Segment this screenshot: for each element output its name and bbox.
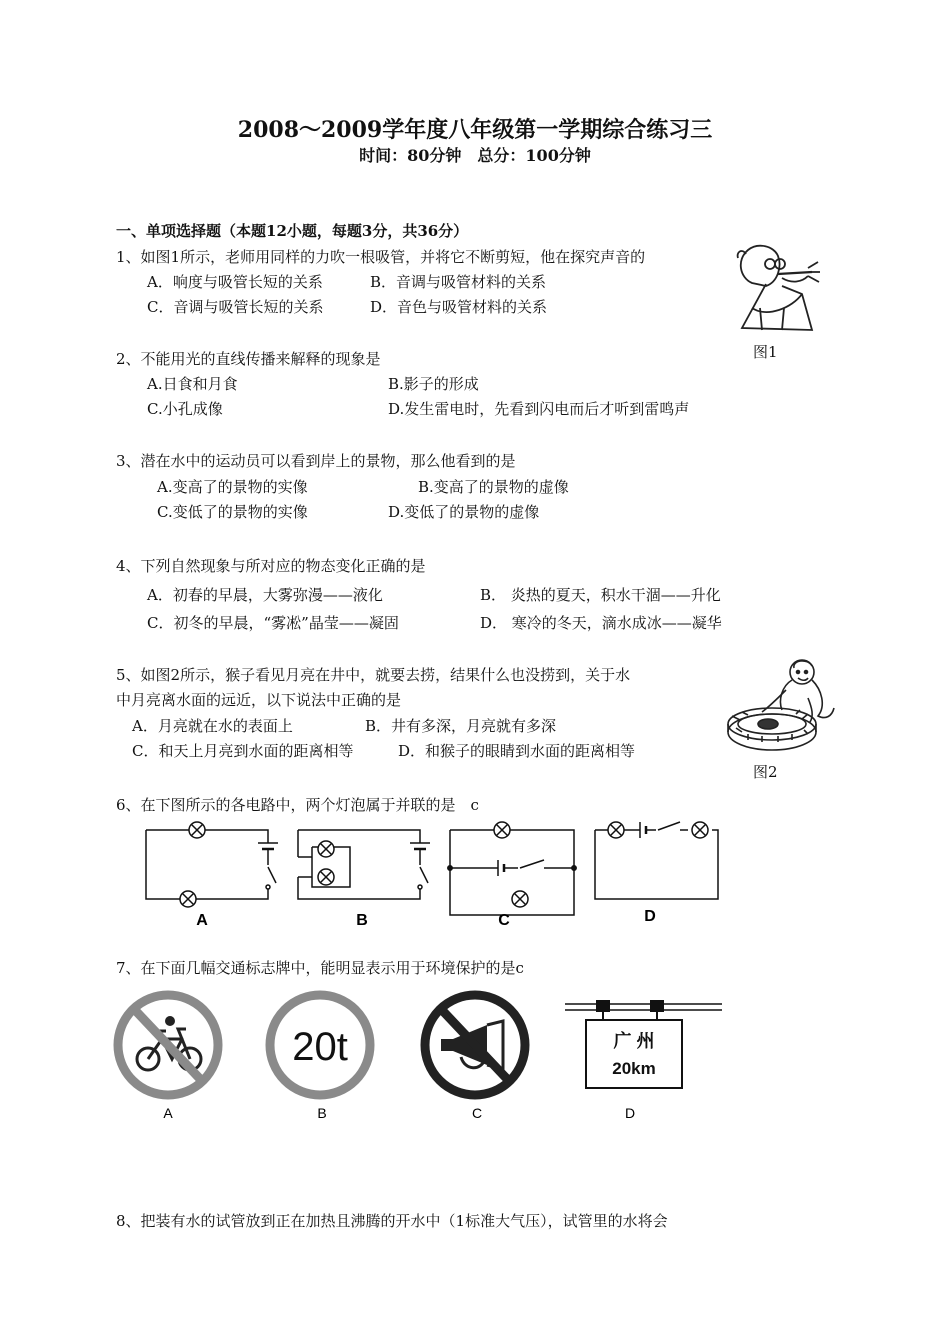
page-title: 2008～2009学年度八年级第一学期综合练习三 [237, 117, 713, 143]
lamp-icon [608, 822, 624, 838]
lamp-icon [180, 891, 196, 907]
lamp-icon [189, 822, 205, 838]
lamp-icon [318, 869, 334, 885]
sign-label-b: B [317, 1105, 327, 1121]
q8-stem: 8、把装有水的试管放到正在加热且沸腾的开水中（1标准大气压），试管里的水将会 [116, 1212, 668, 1230]
q5-option-c: C．和天上月亮到水面的距离相等 [132, 742, 354, 760]
sign-b-weight-limit [270, 995, 370, 1095]
sign-label-d: D [624, 1105, 636, 1121]
q2-option-d: D.发生雷电时，先看到闪电而后才听到雷鸣声 [388, 400, 690, 418]
q4-option-a: A．初春的早晨，大雾弥漫——液化 [147, 586, 383, 604]
circuit-label-d: D [644, 908, 656, 925]
q7-stem: 7、在下面几幅交通标志牌中，能明显表示用于环境保护的是c [116, 959, 524, 977]
q4-stem: 4、下列自然现象与所对应的物态变化正确的是 [116, 557, 426, 575]
lamp-icon [494, 822, 510, 838]
q3-option-a: A.变高了的景物的实像 [157, 478, 308, 496]
lamp-icon [318, 841, 334, 857]
q4-option-c: C．初冬的早晨，“雾凇”晶莹——凝固 [147, 614, 399, 632]
q1-option-c: C．音调与吸管长短的关系 [147, 298, 324, 316]
q5-stem-line2: 中月亮离水面的远近，以下说法中正确的是 [116, 691, 402, 709]
circuit-b [298, 830, 430, 899]
q5-stem-line1: 5、如图2所示，猴子看见月亮在井中，就要去捞，结果什么也没捞到，关于水 [116, 666, 631, 684]
section-heading: 一、单项选择题（本题12小题，每题3分，共36分） [116, 222, 469, 240]
sign-a-no-bicycle [118, 995, 218, 1095]
q6-stem: 6、在下图所示的各电路中，两个灯泡属于并联的是 c [116, 796, 479, 814]
figure-2-caption: 图2 [753, 763, 778, 781]
q3-option-c: C.变低了的景物的实像 [157, 503, 308, 521]
page-subtitle: 时间：80分钟 总分：100分钟 [359, 146, 591, 165]
q1-option-b: B．音调与吸管材料的关系 [370, 273, 547, 291]
q3-option-b: B.变高了的景物的虚像 [418, 478, 569, 496]
lamp-icon [512, 891, 528, 907]
q2-option-b: B.影子的形成 [388, 375, 479, 393]
q1-option-d: D．音色与吸管材料的关系 [370, 298, 548, 316]
figure-1-teacher-illustration [722, 238, 832, 338]
q5-option-d: D．和猴子的眼睛到水面的距离相等 [398, 742, 636, 760]
q6-circuit-diagrams [140, 815, 730, 930]
circuit-label-c: C [498, 912, 510, 929]
circuit-a [146, 830, 278, 899]
sign-d-distance-board [565, 1000, 722, 1088]
figure-1-caption: 图1 [753, 343, 778, 361]
sign-label-a: A [163, 1105, 173, 1121]
sign-d-city: 广 州 [613, 1031, 655, 1051]
q3-option-d: D.变低了的景物的虚像 [388, 503, 540, 521]
q5-option-a: A．月亮就在水的表面上 [132, 717, 293, 735]
figure-2-monkey-well-illustration [722, 650, 842, 760]
sign-label-c: C [471, 1105, 483, 1121]
q1-option-a: A．响度与吸管长短的关系 [147, 273, 323, 291]
q4-option-d: D． 寒冷的冬天，滴水成冰——凝华 [480, 614, 722, 632]
circuit-label-a: A [196, 912, 208, 929]
q1-stem: 1、如图1所示，老师用同样的力吹一根吸管，并将它不断剪短，他在探究声音的 [116, 248, 646, 266]
circuit-label-b: B [356, 912, 368, 929]
lamp-icon [692, 822, 708, 838]
sign-d-distance: 20km [612, 1059, 656, 1078]
q4-option-b: B． 炎热的夏天，积水干涸——升化 [480, 586, 721, 604]
q3-stem: 3、潜在水中的运动员可以看到岸上的景物，那么他看到的是 [116, 452, 516, 470]
q2-option-a: A.日食和月食 [147, 375, 238, 393]
sign-c-no-horn [425, 995, 525, 1095]
sign-b-text: 20t [292, 1025, 348, 1069]
q2-option-c: C.小孔成像 [147, 400, 223, 418]
q2-stem: 2、不能用光的直线传播来解释的现象是 [116, 350, 381, 368]
q5-option-b: B．井有多深，月亮就有多深 [365, 717, 557, 735]
q7-traffic-signs [110, 990, 730, 1125]
